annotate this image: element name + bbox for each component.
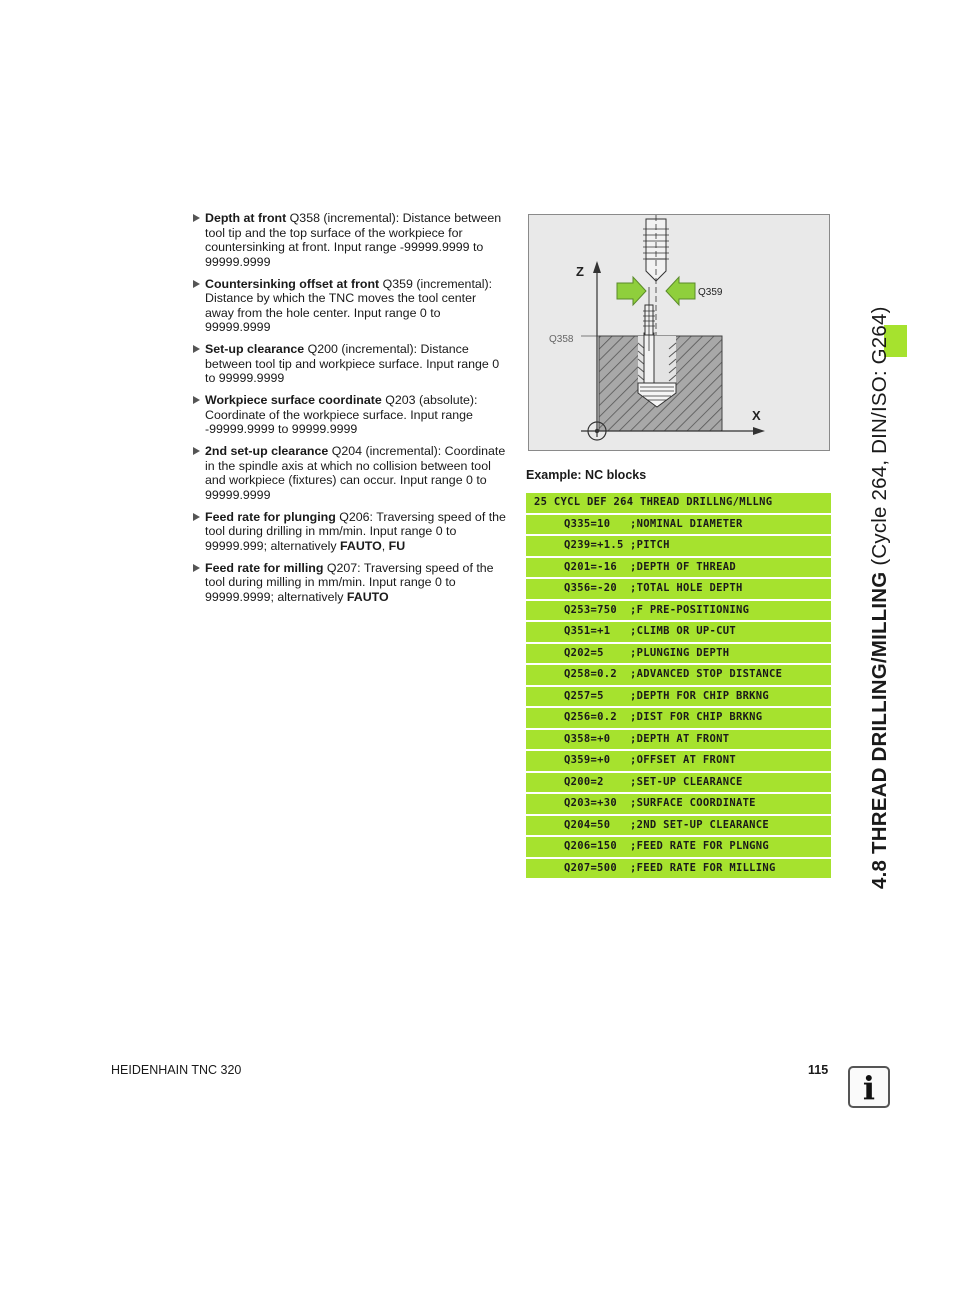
nc-row (526, 644, 831, 664)
nc-row: 25 CYCL DEF 264 THREAD DRILLNG/MLLNG (526, 493, 831, 513)
x-axis-label: X (752, 408, 761, 423)
x-axis-arrow-icon (753, 427, 765, 435)
right-arrow-icon (666, 277, 695, 305)
q359-label: Q359 (698, 287, 723, 298)
param-desc: Q203 (absolute): Coordinate of the workpiece surface. Input range -99999.9999 to 99999.9999 (205, 393, 478, 436)
nc-param: Q206=150 (564, 840, 617, 852)
nc-row (526, 601, 831, 621)
nc-row (526, 773, 831, 793)
nc-row (526, 515, 831, 535)
nc-param: Q207=500 (564, 861, 617, 874)
nc-row (526, 751, 831, 771)
nc-comment: ;2ND SET-UP CLEARANCE (630, 818, 770, 831)
param-item (192, 510, 508, 554)
param-name: Set-up clearance (205, 342, 305, 356)
bullet-triangle-icon (193, 214, 200, 222)
param-name: Feed rate for plunging (205, 509, 336, 524)
param-name: Depth at front (205, 211, 287, 225)
bullet-triangle-icon (193, 280, 200, 288)
param-desc: Q359 (incremental): Distance by which the TNC moves the tool center away from the hole center. Input range 0 to 99999.9999 (205, 276, 493, 334)
nc-row (526, 622, 831, 642)
param-keyword: FAUTO (340, 538, 382, 553)
nc-row (526, 558, 831, 578)
nc-comment: ;NOMINAL DIAMETER (630, 517, 743, 530)
nc-param: Q200=2 (564, 775, 604, 788)
param-desc: Q207: Traversing speed of the tool during milling in mm/min. Input range 0 to 99999.9999; alternatively (205, 560, 494, 604)
nc-param: Q258=0.2 (564, 668, 617, 680)
chapter-side-title (868, 306, 892, 889)
info-icon: i (848, 1066, 890, 1108)
param-item (192, 561, 508, 605)
nc-param: Q202=5 (564, 646, 604, 659)
chapter-title-main: 4.8 THREAD DRILLING/MILLING (868, 571, 891, 889)
nc-comment: ;F PRE-POSITIONING (630, 603, 750, 616)
thread-drilling-diagram (528, 214, 830, 451)
nc-param: Q335=10 (564, 517, 611, 530)
nc-comment: ;FEED RATE FOR MILLING (630, 861, 776, 874)
nc-row (526, 730, 831, 750)
nc-comment: ;CLIMB OR UP-CUT (630, 625, 736, 637)
param-name: Workpiece surface coordinate (205, 393, 382, 407)
param-desc: Q206: Traversing speed of the tool during drilling in mm/min. Input range 0 to 99999.999; alternatively (205, 509, 506, 553)
nc-param: Q359=+0 (564, 754, 611, 766)
nc-row (526, 794, 831, 814)
nc-param: Q257=5 (564, 689, 604, 702)
nc-comment: ;DEPTH AT FRONT (630, 732, 730, 745)
param-separator: , (381, 538, 389, 553)
nc-row (526, 708, 831, 728)
z-axis-label: Z (576, 264, 584, 279)
nc-comment: ;PITCH (630, 539, 670, 551)
nc-comment: ;OFFSET AT FRONT (630, 754, 736, 766)
nc-comment: ;ADVANCED STOP DISTANCE (630, 668, 783, 680)
nc-param: Q356=-20 (564, 582, 617, 594)
param-item (192, 342, 508, 386)
nc-row (526, 579, 831, 599)
param-item (192, 277, 508, 335)
nc-comment: ;DIST FOR CHIP BRKNG (630, 711, 763, 723)
param-name: 2nd set-up clearance (205, 444, 329, 458)
z-axis-arrow-icon (593, 261, 601, 273)
nc-row (526, 859, 831, 879)
nc-row (526, 665, 831, 685)
nc-comment: ;SET-UP CLEARANCE (630, 775, 743, 788)
nc-param: Q358=+0 (564, 732, 611, 745)
nc-param: Q204=50 (564, 818, 611, 831)
q358-label: Q358 (549, 334, 574, 345)
nc-row (526, 816, 831, 836)
param-keyword: FAUTO (346, 589, 389, 604)
bullet-triangle-icon (193, 564, 200, 572)
nc-row (526, 687, 831, 707)
bullet-triangle-icon (193, 447, 200, 455)
page-number: 115 (808, 1063, 829, 1077)
nc-param: Q203=+30 (564, 797, 617, 809)
nc-row (526, 837, 831, 857)
chapter-title-sub: (Cycle 264, DIN/ISO: G264) (868, 306, 891, 572)
left-arrow-icon (617, 277, 646, 305)
param-name: Countersinking offset at front (205, 276, 380, 291)
diagram-svg (529, 215, 831, 452)
nc-row (526, 536, 831, 556)
nc-comment: ;FEED RATE FOR PLNGNG (630, 840, 770, 852)
nc-param: Q201=-16 (564, 560, 617, 573)
param-name: Feed rate for milling (205, 560, 324, 575)
nc-comment: ;TOTAL HOLE DEPTH (630, 582, 743, 594)
param-item (192, 393, 508, 437)
param-item (192, 444, 508, 502)
nc-comment: ;DEPTH OF THREAD (630, 560, 736, 573)
footer-product: HEIDENHAIN TNC 320 (111, 1063, 242, 1077)
bullet-triangle-icon (193, 345, 200, 353)
param-item (192, 211, 508, 269)
nc-comment: ;PLUNGING DEPTH (630, 646, 730, 659)
param-desc: Q204 (incremental): Coordinate in the spindle axis at which no collision between tool and workpiece (fixtures) can occur. Input range 0 to 99999.9999 (205, 444, 506, 502)
param-desc: Q200 (incremental): Distance between tool tip and workpiece surface. Input range 0 to 99999.9999 (205, 342, 500, 385)
nc-param: Q256=0.2 (564, 711, 617, 723)
parameter-list (192, 211, 508, 612)
nc-blocks (526, 493, 831, 880)
nc-comment: ;SURFACE COORDINATE (630, 797, 756, 809)
bullet-triangle-icon (193, 513, 200, 521)
param-desc: Q358 (incremental): Distance between tool tip and the top surface of the workpiece for countersinking at front. Input range -99999.9999 to 99999.9999 (205, 211, 502, 269)
nc-param: Q253=750 (564, 603, 617, 616)
origin-dot (595, 429, 599, 433)
bullet-triangle-icon (193, 396, 200, 404)
nc-param: Q351=+1 (564, 625, 611, 637)
example-heading: Example: NC blocks (526, 468, 647, 482)
nc-comment: ;DEPTH FOR CHIP BRKNG (630, 689, 770, 702)
param-keyword: FU (388, 538, 406, 553)
nc-param: Q239=+1.5 (564, 539, 624, 551)
